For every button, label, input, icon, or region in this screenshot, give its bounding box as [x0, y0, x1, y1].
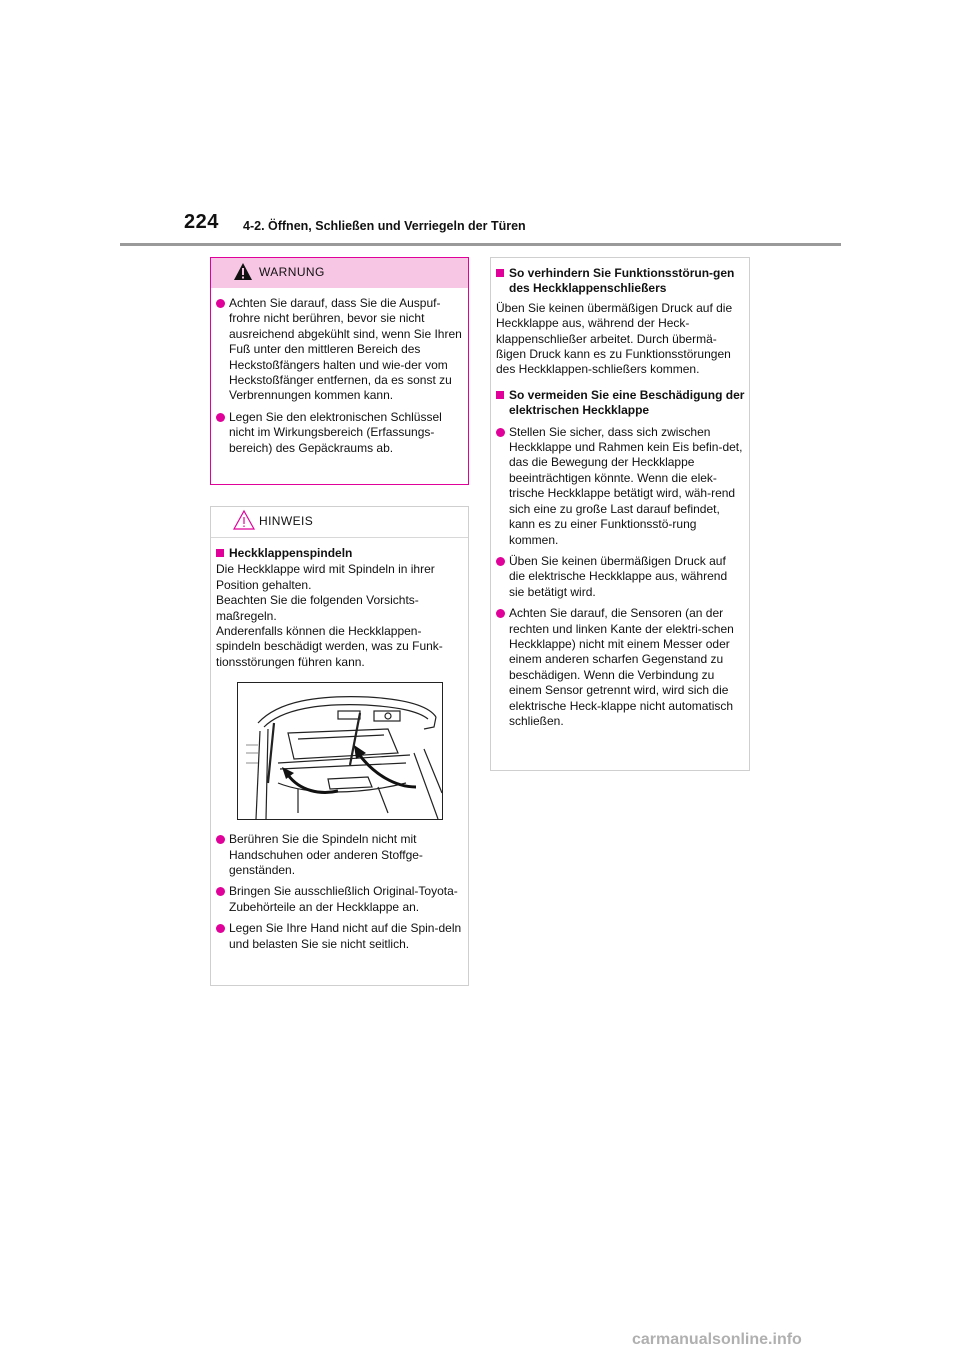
right-item: Achten Sie darauf, die Sensoren (an der rechten und linken Kante der elektri-schen Heckklappe) nicht mit einem Messer oder einem anderen scharfen Gegenstand zu beschädigen. Wenn die Verbindung zu einem Sensor getrennt wird, wird sich die elektrische Heck-klappe nicht automatisch schließen. — [496, 606, 745, 729]
page-number: 224 — [184, 211, 219, 233]
page-header — [0, 0, 960, 250]
warning-item: Legen Sie den elektronischen Schlüssel nicht im Wirkungsbereich (Erfassungs-bereich) des Gepäckraums ab. — [216, 410, 464, 456]
notice-intro-line: Die Heckklappe wird mit Spindeln in ihrer Position gehalten. — [216, 562, 435, 592]
right-paragraph-1: Üben Sie keinen übermäßigen Druck auf die Heckklappe aus, während der Heck-klappenschließer arbeitet. Durch übermä-ßigen Druck kann es zu Funktionsstörungen des Heckklappen-schließers kommen. — [496, 300, 733, 377]
warning-box — [210, 257, 469, 485]
warning-label: WARNUNG — [259, 265, 325, 279]
warning-item: Achten Sie darauf, dass Sie die Auspuf-frohre nicht berühren, bevor sie nicht ausreichend abgekühlt sind, wenn Sie Ihren Fuß unter den mittleren Bereich des Heckstoßfängers halten und wie-der vom Heckstoßfänger entfernen, da es sonst zu Verbrennungen kommen kann. — [216, 296, 464, 404]
right-item: Stellen Sie sicher, dass sich zwischen Heckklappe und Rahmen kein Eis befin-det, das die Bewegung der Heckklappe beeinträchtigen könnte. Wenn die elek-trische Heckklappe betätigt wird, wäh-rend sich eine zu große Last darauf befindet, kann es zu einer Funktionsstö-rung kommen. — [496, 425, 745, 548]
notice-item: Berühren Sie die Spindeln nicht mit Handschuhen oder anderen Stoffge-genständen. — [216, 832, 464, 878]
notice-heading: Heckklappenspindeln — [216, 546, 464, 561]
header-rule — [120, 243, 841, 246]
tailgate-drawing — [238, 683, 442, 819]
watermark: carmanualsonline.info — [632, 1331, 802, 1348]
notice-item: Legen Sie Ihre Hand nicht auf die Spin-deln und belasten Sie sie nicht seitlich. — [216, 921, 464, 952]
notice-box — [210, 506, 469, 986]
section-title: 4-2. Öffnen, Schließen und Verriegeln der Türen — [243, 219, 526, 233]
caution-triangle-icon — [233, 509, 255, 531]
warning-triangle-icon — [233, 262, 253, 281]
tailgate-illustration — [237, 682, 443, 820]
notice-intro-line: Anderenfalls können die Heckklappen-spindeln beschädigt werden, was zu Funk-tionsstörungen führen kann. — [216, 624, 443, 669]
notice-header — [211, 507, 468, 538]
warning-header — [211, 258, 468, 288]
notice-item: Bringen Sie ausschließlich Original-Toyota-Zubehörteile an der Heckklappe an. — [216, 884, 464, 915]
notice-intro-line: Beachten Sie die folgenden Vorsichts-maßregeln. — [216, 593, 419, 623]
right-item: Üben Sie keinen übermäßigen Druck auf die elektrische Heckklappe aus, während sie betätigt wird. — [496, 554, 745, 600]
tailgate-care-box — [490, 257, 750, 771]
notice-label: HINWEIS — [259, 514, 314, 528]
right-heading-1: So verhindern Sie Funktionsstörun-gen des Heckklappenschließers — [496, 266, 745, 297]
right-heading-2: So vermeiden Sie eine Beschädigung der elektrischen Heckklappe — [496, 388, 745, 419]
